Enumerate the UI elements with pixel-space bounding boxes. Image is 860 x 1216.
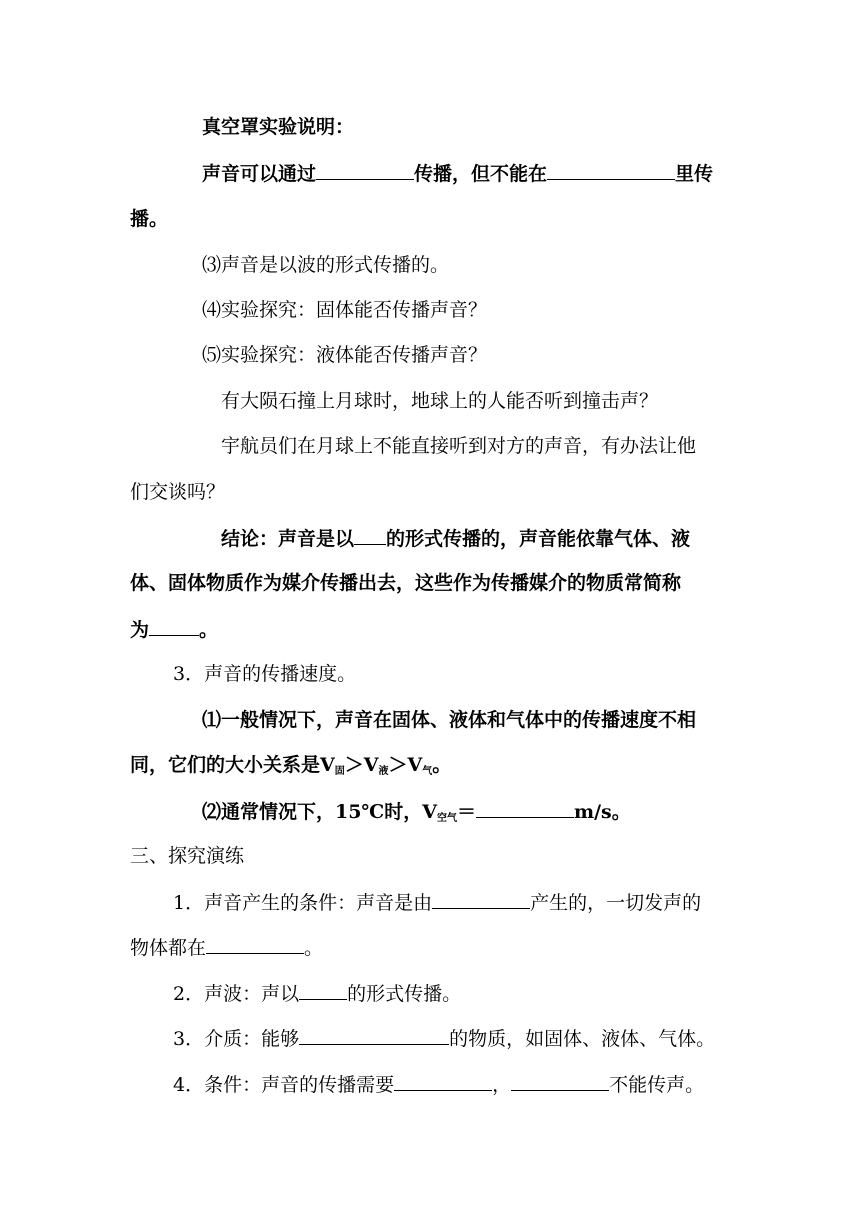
section-3-heading: 3．声音的传播速度。: [173, 663, 357, 685]
exercise-3: 3．介质：能够 的物质，如固体、液体、气体。: [173, 1028, 716, 1050]
blank-vibration[interactable]: [432, 890, 530, 909]
astronaut-question: 宇航员们在月球上不能直接听到对方的声音，有办法让他: [221, 435, 697, 457]
point-3: ⑶声音是以波的形式传播的。: [202, 254, 450, 276]
speed-point-2: ⑵通常情况下，15℃时，$V_{空气}= m/s$。: [202, 801, 631, 824]
speed-relation: 同，它们的大小关系是$V_固>V_液>V_气$。: [130, 754, 452, 777]
speed-point-1: ⑴一般情况下，声音在固体、液体和气体中的传播速度不相: [202, 709, 697, 731]
moon-question: 有大陨石撞上月球时，地球上的人能否听到撞击声？: [221, 390, 659, 412]
point-4: ⑷实验探究：固体能否传播声音？: [202, 299, 488, 321]
astronaut-question-cont: 们交谈吗？: [130, 481, 226, 503]
blank-wave[interactable]: [354, 526, 386, 545]
blank-vacuum[interactable]: [547, 161, 675, 180]
point-5: ⑸实验探究：液体能否传播声音？: [202, 344, 488, 366]
conclusion-line-2: 体、固体物质作为媒介传播出去，这些作为传播媒介的物质常简称: [130, 572, 682, 594]
blank-medium-1[interactable]: [316, 161, 414, 180]
conclusion-line-3: 为 。: [130, 619, 219, 641]
blank-vacuum-2[interactable]: [511, 1072, 609, 1091]
experiment-heading: 真空罩实验说明：: [202, 116, 355, 138]
blank-speed[interactable]: [476, 799, 574, 818]
exercise-1-cont: 物体都在 。: [130, 937, 324, 959]
blank-vibrating[interactable]: [206, 935, 304, 954]
section-three-heading: 三、探究演练: [130, 845, 245, 867]
blank-medium-need[interactable]: [394, 1072, 492, 1091]
blank-wave-2[interactable]: [299, 981, 347, 1000]
exercise-4: 4．条件：声音的传播需要 ， 不能传声。: [173, 1074, 705, 1096]
conclusion-line-1: 结论：声音是以 的形式传播的，声音能依靠气体、液: [221, 528, 691, 550]
vacuum-conclusion-line-cont: 播。: [130, 208, 169, 230]
blank-medium-def[interactable]: [299, 1026, 449, 1045]
exercise-1: 1．声音产生的条件：声音是由 产生的，一切发声的: [173, 892, 702, 914]
blank-medium-term[interactable]: [149, 617, 199, 636]
exercise-2: 2．声波：声以 的形式传播。: [173, 983, 462, 1005]
vacuum-conclusion-line: 声音可以通过 传播，但不能在 里传: [202, 163, 714, 185]
